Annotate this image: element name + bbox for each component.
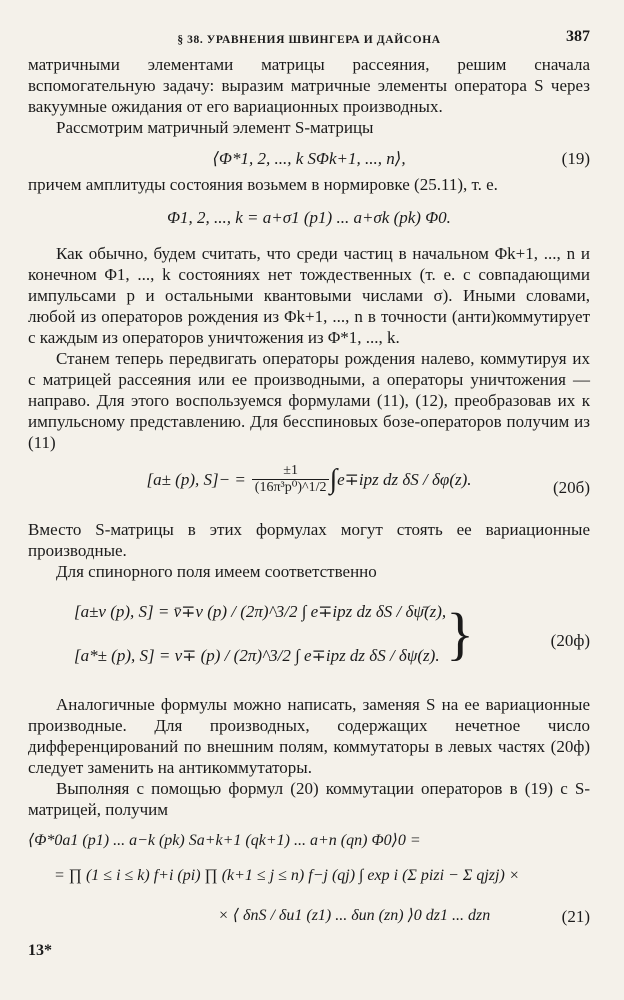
equation-19-body: ⟨Φ*1, 2, ..., k SΦk+1, ..., n⟩, xyxy=(212,149,406,168)
equation-20b-number: (20б) xyxy=(553,478,590,497)
equation-20f xyxy=(28,590,590,694)
equation-21-line-2: = ∏ (1 ≤ i ≤ k) f+i (pi) ∏ (k+1 ≤ j ≤ n) f−j (qj) ∫ exp i (Σ pizi − Σ qjzj) × xyxy=(54,867,520,884)
equation-21-line-3: × ⟨ δnS / δu1 (z1) ... δun (zn) ⟩0 dz1 ... dzn xyxy=(218,907,491,924)
equation-20b xyxy=(28,463,590,519)
equation-19 xyxy=(28,148,590,174)
paragraph-2: Рассмотрим матричный элемент S-матрицы xyxy=(56,118,374,137)
equation-21 xyxy=(28,826,590,956)
equation-19-number: (19) xyxy=(561,149,590,168)
equation-20f-line-1: [a±ν (p), S] = v̄∓ν (p) / (2π)^3/2 ∫ e∓ipz dz δS / δψ̄(z), xyxy=(73,602,447,621)
integral-sign-icon: ∫ xyxy=(329,464,338,495)
equation-20f-lines xyxy=(74,590,446,678)
paragraph-8: Аналогичные формулы можно написать, заменяя S на ее вариационные производные. Для производных, содержащих нечетное число дифференцирований по внешним полям, коммутаторы в левых частях (20ф) следует заменить на антикоммутаторы. xyxy=(28,695,590,777)
paragraph-5: Станем теперь передвигать операторы рождения налево, коммутируя их с матрицей рассеяния или ее производными, а операторы уничтожения — направо. Для этого воспользуемся формулами (11), (12), преобразовав их к импульсному представлению. Для бесспиновых бозе-операторов получим из (11) xyxy=(28,349,590,452)
equation-21-number: (21) xyxy=(561,907,590,926)
paragraph-7: Для спинорного поля имеем соответственно xyxy=(56,562,377,581)
signature-mark: 13* xyxy=(28,942,52,959)
equation-20b-fraction xyxy=(252,463,330,496)
paragraph-3: причем амплитуды состояния возьмем в нормировке (25.11), т. е. xyxy=(28,175,498,194)
paragraph-9: Выполняя с помощью формул (20) коммутации операторов в (19) с S-матрицей, получим xyxy=(28,779,590,819)
equation-20f-line-2: [a*± (p), S] = v∓ (p) / (2π)^3/2 ∫ e∓ipz dz δS / δψ(z). xyxy=(73,646,440,665)
equation-21-line-1: ⟨Φ*0a1 (p1) ... a−k (pk) Sa+k+1 (qk+1) ... a+n (qn) Φ0⟩0 = xyxy=(28,832,421,849)
equation-20b-lhs: [a± (p), S]− = xyxy=(146,470,246,489)
book-page xyxy=(28,22,590,956)
equation-20f-number: (20ф) xyxy=(550,631,590,650)
equation-20b-denominator: (16π³p⁰)^1/2 xyxy=(254,480,327,495)
paragraph-6: Вместо S-матрицы в этих формулах могут стоять ее вариационные производные. xyxy=(28,520,590,560)
page-number: 387 xyxy=(566,28,590,45)
page-header xyxy=(28,22,590,48)
equation-20b-rhs: e∓ipz dz δS / δφ(z). xyxy=(337,470,472,489)
equation-20b-numerator: ±1 xyxy=(252,463,330,480)
equation-normalization xyxy=(28,207,590,243)
right-brace-icon: } xyxy=(446,601,475,666)
paragraph-1: матричными элементами матрицы рассеяния, решим сначала вспомогательную задачу: выразим матричные элементы оператора S через вакуумные ожидания от его вариационных производных. xyxy=(28,55,590,116)
equation-normalization-body: Φ1, 2, ..., k = a+σ1 (p1) ... a+σk (pk) Φ0. xyxy=(167,208,451,227)
paragraph-4: Как обычно, будем считать, что среди частиц в начальном Φk+1, ..., n и конечном Φ1, ..., k состояниях нет тождественных (т. е. с совпадающими импульсами p и остальными квантовыми числами σ). Иными словами, любой из операторов рождения из Φk+1, ..., n в точности (анти)коммутирует с каждым из операторов уничтожения из Φ*1, ..., k. xyxy=(28,244,590,347)
running-head: § 38. УРАВНЕНИЯ ШВИНГЕРА И ДАЙСОНА xyxy=(177,34,441,46)
